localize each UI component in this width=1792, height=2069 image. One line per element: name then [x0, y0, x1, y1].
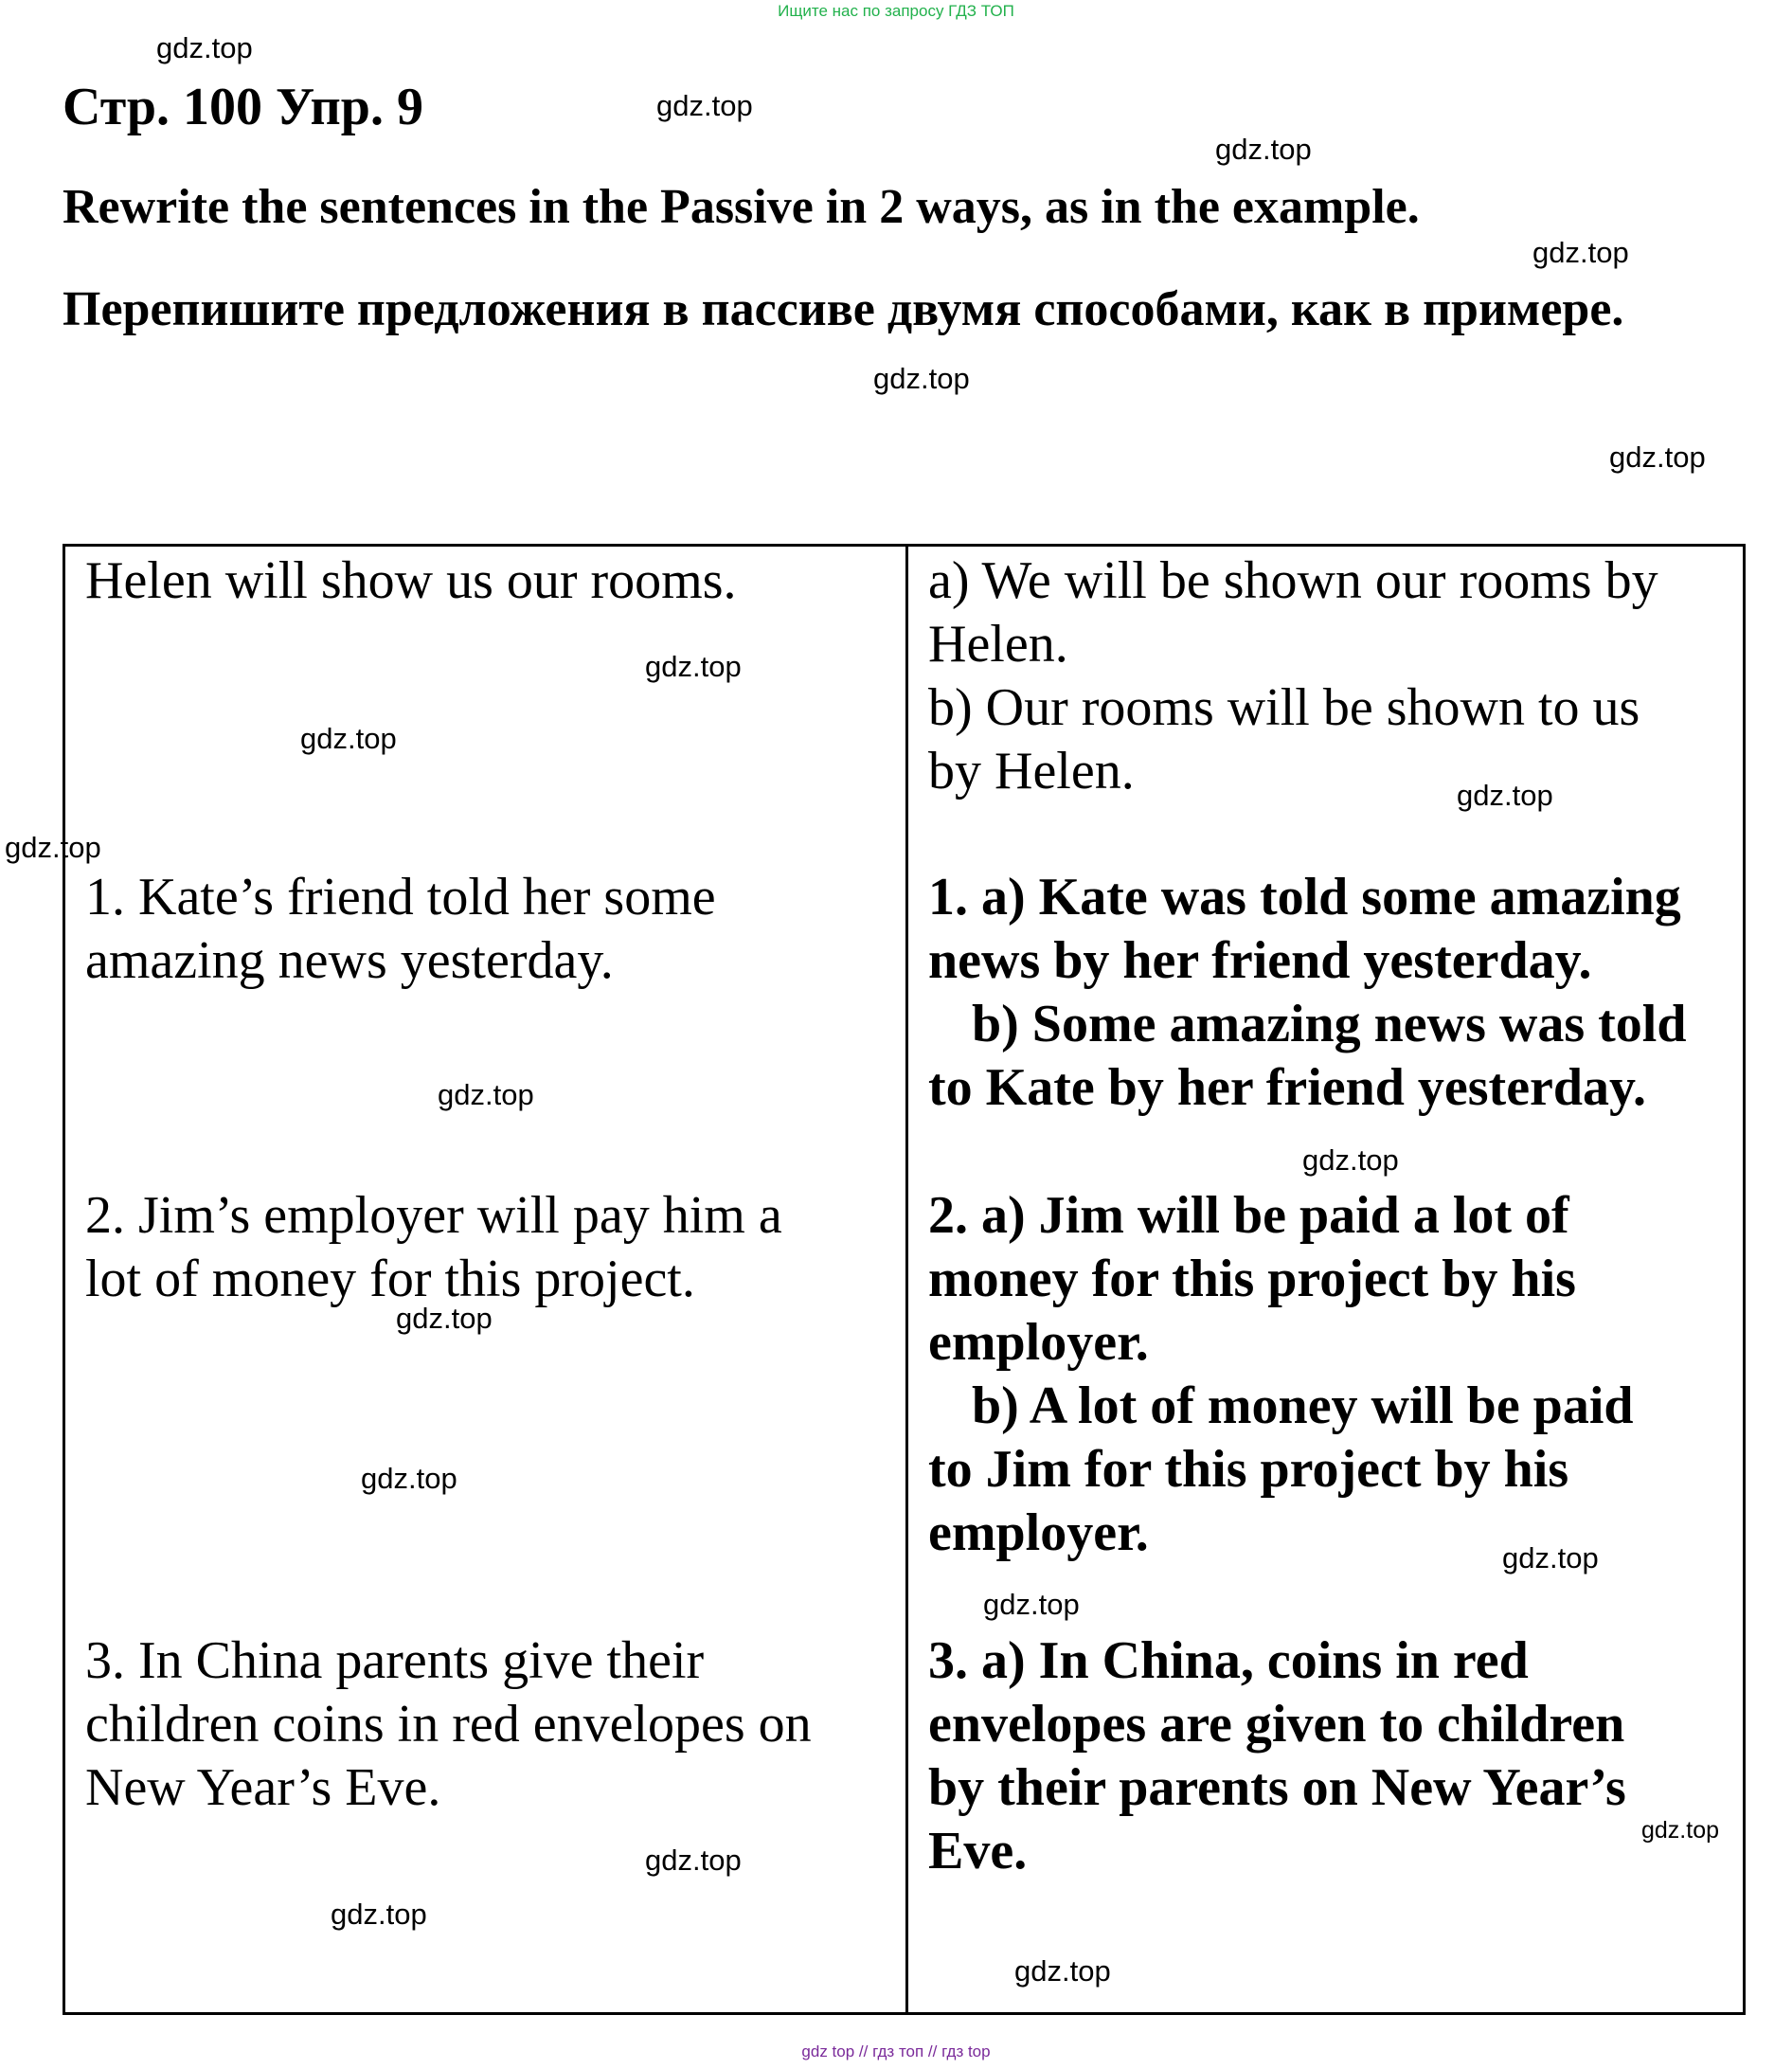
watermark: gdz.top [438, 1078, 534, 1111]
sentence-2 [85, 1184, 890, 1311]
answer-line: to Kate by her friend yesterday. [928, 1058, 1646, 1117]
bottom-banner: gdz top // гдз топ // гдз top [801, 2042, 991, 2060]
watermark: gdz.top [1532, 236, 1629, 269]
watermark: gdz.top [5, 831, 101, 864]
sentence-line: children coins in red envelopes on [85, 1695, 812, 1754]
watermark: gdz.top [156, 31, 253, 64]
sentence-line: 2. Jim’s employer will pay him a [85, 1186, 782, 1245]
instruction-russian: Перепишите предложения в пассиве двумя способами, как в примере. [63, 282, 1624, 336]
page-title: Стр. 100 Упр. 9 [63, 78, 423, 136]
watermark: gdz.top [656, 89, 753, 122]
answer-line: envelopes are given to children [928, 1695, 1625, 1754]
sentence-line: lot of money for this project. [85, 1250, 695, 1308]
watermark: gdz.top [1502, 1541, 1599, 1574]
watermark: gdz.top [1215, 133, 1312, 166]
answer-line: b) Our rooms will be shown to us [928, 678, 1640, 737]
watermark: gdz.top [1641, 1817, 1720, 1844]
answer-line: by their parents on New Year’s [928, 1758, 1626, 1817]
example-sentence [85, 549, 890, 613]
watermark: gdz.top [361, 1462, 457, 1495]
example-answer [928, 549, 1729, 803]
watermark: gdz.top [300, 722, 397, 755]
answer-3 [928, 1629, 1729, 1883]
watermark: gdz.top [331, 1898, 427, 1931]
answer-line: to Jim for this project by his [928, 1440, 1569, 1499]
answer-2 [928, 1184, 1729, 1565]
sentence-line: 1. Kate’s friend told her some [85, 868, 716, 927]
instruction-english: Rewrite the sentences in the Passive in 2 ways, as in the example. [63, 180, 1420, 234]
sentence-3 [85, 1629, 890, 1820]
watermark: gdz.top [1457, 779, 1553, 812]
watermark: gdz.top [873, 362, 970, 395]
sentence-line: 3. In China parents give their [85, 1631, 705, 1690]
answer-line: 2. a) Jim will be paid a lot of [928, 1186, 1569, 1245]
answer-line: money for this project by his [928, 1250, 1576, 1308]
watermark: gdz.top [1609, 441, 1706, 474]
watermark: gdz.top [1014, 1954, 1111, 1988]
answer-line: b) A lot of money will be paid [972, 1376, 1634, 1435]
column-divider [905, 544, 908, 2015]
top-banner: Ищите нас по запросу ГДЗ ТОП [778, 2, 1014, 20]
answer-1 [928, 866, 1729, 1120]
sentence-line: New Year’s Eve. [85, 1758, 441, 1817]
watermark: gdz.top [645, 650, 742, 683]
sentence-line: amazing news yesterday. [85, 931, 614, 990]
answer-line: employer. [928, 1313, 1149, 1372]
answer-line: Eve. [928, 1822, 1028, 1880]
answer-line: 3. a) In China, coins in red [928, 1631, 1529, 1690]
watermark: gdz.top [1302, 1143, 1399, 1177]
sentence-line: Helen will show us our rooms. [85, 551, 737, 610]
sentence-1 [85, 866, 890, 993]
watermark: gdz.top [645, 1844, 742, 1877]
answer-line: b) Some amazing news was told [972, 995, 1687, 1053]
answer-line: Helen. [928, 615, 1068, 674]
answer-line: employer. [928, 1503, 1149, 1562]
answer-line: 1. a) Kate was told some amazing [928, 868, 1681, 927]
watermark: gdz.top [396, 1302, 493, 1335]
answer-line: a) We will be shown our rooms by [928, 551, 1658, 610]
answer-line: by Helen. [928, 742, 1135, 801]
answer-line: news by her friend yesterday. [928, 931, 1592, 990]
watermark: gdz.top [983, 1588, 1080, 1621]
